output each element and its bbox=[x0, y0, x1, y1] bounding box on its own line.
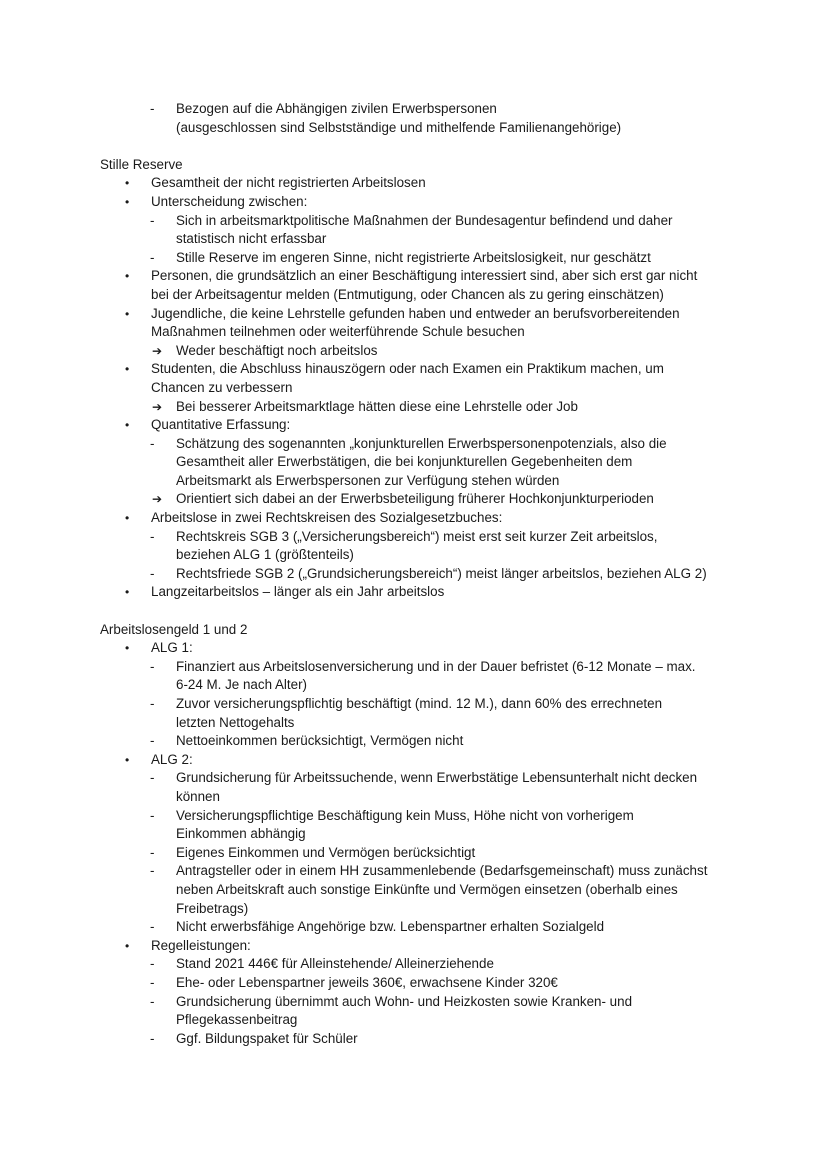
item-text: Eigenes Einkommen und Vermögen berücksichtigt bbox=[176, 844, 476, 860]
item-text: Studenten, die Abschluss hinauszögern oder nach Examen ein Praktikum machen, um bbox=[151, 361, 664, 377]
dash-marker: - bbox=[150, 696, 155, 711]
dash-marker: - bbox=[150, 993, 155, 1009]
dash-marker: - bbox=[150, 101, 155, 116]
item-text: Ggf. Bildungspaket für Schüler bbox=[176, 1030, 358, 1046]
bullet-item bbox=[0, 937, 828, 956]
dash-marker: - bbox=[150, 1030, 155, 1046]
item-text: 6-24 M. Je nach Alter) bbox=[176, 677, 307, 693]
item-text: Bei besserer Arbeitsmarktlage hätten diese eine Lehrstelle oder Job bbox=[176, 398, 578, 414]
sub-item bbox=[0, 1030, 828, 1049]
item-text: Gesamtheit der nicht registrierten Arbeitslosen bbox=[151, 175, 426, 191]
arrow-item bbox=[0, 490, 828, 509]
sub-item-continuation bbox=[0, 825, 828, 844]
arrow-item bbox=[0, 398, 828, 417]
sub-item-continuation bbox=[0, 676, 828, 695]
sub-item-continuation bbox=[0, 472, 828, 491]
item-text: Unterscheidung zwischen: bbox=[151, 193, 308, 209]
item-text: Jugendliche, die keine Lehrstelle gefunden haben und entweder an berufsvorbereitenden bbox=[151, 305, 680, 321]
sub-item bbox=[0, 732, 828, 751]
sub-item-continuation bbox=[0, 546, 828, 565]
arrow-icon: ➔ bbox=[152, 343, 163, 358]
bullet-item-continuation bbox=[0, 323, 828, 342]
item-text: Nettoeinkommen berücksichtigt, Vermögen nicht bbox=[176, 733, 464, 749]
item-text: Quantitative Erfassung: bbox=[151, 417, 291, 433]
dash-marker: - bbox=[150, 528, 155, 544]
sub-item-continuation bbox=[0, 230, 828, 249]
sub-item bbox=[0, 769, 828, 788]
sub-item bbox=[0, 435, 828, 454]
sub-item-continuation bbox=[0, 453, 828, 472]
dash-marker: - bbox=[150, 844, 155, 860]
sub-item bbox=[0, 862, 828, 881]
document-page bbox=[0, 100, 828, 1048]
sub-item bbox=[0, 844, 828, 863]
dash-marker: - bbox=[150, 565, 155, 581]
bullet-item bbox=[0, 751, 828, 770]
sub-item-continuation bbox=[0, 1011, 828, 1030]
bullet-item bbox=[0, 193, 828, 212]
bullet-item bbox=[0, 416, 828, 435]
bullet-marker: • bbox=[125, 269, 130, 284]
arrow-icon: ➔ bbox=[152, 399, 163, 414]
item-text: Rechtsfriede SGB 2 („Grundsicherungsbereich“) meist länger arbeitslos, beziehen ALG 2) bbox=[176, 565, 707, 581]
section-heading-arbeitslosengeld: Arbeitslosengeld 1 und 2 bbox=[100, 621, 248, 637]
item-text: Langzeitarbeitslos – länger als ein Jahr arbeitslos bbox=[151, 584, 445, 600]
item-text: Grundsicherung für Arbeitssuchende, wenn Erwerbstätige Lebensunterhalt nicht decken bbox=[176, 770, 698, 786]
item-text: Maßnahmen teilnehmen oder weiterführende Schule besuchen bbox=[151, 324, 525, 340]
bullet-marker: • bbox=[125, 418, 130, 433]
sub-item bbox=[0, 807, 828, 826]
dash-marker: - bbox=[150, 435, 155, 451]
item-text: Chancen zu verbessern bbox=[151, 379, 293, 395]
bullet-marker: • bbox=[125, 306, 130, 321]
item-text: Rechtskreis SGB 3 („Versicherungsbereich“) meist erst seit kurzer Zeit arbeitslos, bbox=[176, 528, 658, 544]
bullet-item bbox=[0, 305, 828, 324]
dash-marker: - bbox=[150, 658, 155, 674]
item-text: Zuvor versicherungspflichtig beschäftigt (mind. 12 M.), dann 60% des errechneten bbox=[176, 696, 663, 711]
sub-item bbox=[0, 974, 828, 993]
item-text: neben Arbeitskraft auch sonstige Einkünfte und Vermögen einsetzen (oberhalb eines bbox=[176, 881, 678, 897]
item-text: Bezogen auf die Abhängigen zivilen Erwerbspersonen bbox=[176, 101, 497, 116]
dash-marker: - bbox=[150, 733, 155, 749]
sub-item bbox=[0, 918, 828, 937]
item-text: Pflegekassenbeitrag bbox=[176, 1012, 298, 1028]
item-text: statistisch nicht erfassbar bbox=[176, 231, 327, 247]
list-item-continuation bbox=[0, 119, 828, 138]
sub-item-continuation bbox=[0, 900, 828, 919]
item-text: beziehen ALG 1 (größtenteils) bbox=[176, 547, 354, 563]
sub-item bbox=[0, 212, 828, 231]
sub-item bbox=[0, 528, 828, 547]
item-text: Ehe- oder Lebenspartner jeweils 360€, erwachsene Kinder 320€ bbox=[176, 974, 558, 990]
item-text: Orientiert sich dabei an der Erwerbsbeteiligung früherer Hochkonjunkturperioden bbox=[176, 491, 654, 507]
dash-marker: - bbox=[150, 974, 155, 990]
sub-item-continuation bbox=[0, 788, 828, 807]
list-item bbox=[0, 100, 828, 119]
dash-marker: - bbox=[150, 863, 155, 879]
item-text: letzten Nettogehalts bbox=[176, 714, 295, 730]
sub-item bbox=[0, 565, 828, 584]
item-text: Einkommen abhängig bbox=[176, 826, 306, 842]
bullet-item bbox=[0, 174, 828, 193]
item-text: Freibetrags) bbox=[176, 900, 249, 916]
sub-item bbox=[0, 249, 828, 268]
item-text: bei der Arbeitsagentur melden (Entmutigung, oder Chancen als zu gering einschätzen) bbox=[151, 286, 664, 302]
item-text: Finanziert aus Arbeitslosenversicherung und in der Dauer befristet (6-12 Monate – max. bbox=[176, 658, 696, 674]
bullet-item-continuation bbox=[0, 379, 828, 398]
sub-item bbox=[0, 695, 828, 714]
item-text: Stand 2021 446€ für Alleinstehende/ Alleinerziehende bbox=[176, 956, 494, 972]
bullet-item bbox=[0, 509, 828, 528]
dash-marker: - bbox=[150, 956, 155, 972]
item-text: Grundsicherung übernimmt auch Wohn- und Heizkosten sowie Kranken- und bbox=[176, 993, 633, 1009]
bullet-item bbox=[0, 267, 828, 286]
sub-item-continuation bbox=[0, 714, 828, 733]
item-text: Sich in arbeitsmarktpolitische Maßnahmen der Bundesagentur befindend und daher bbox=[176, 212, 673, 228]
arrow-item bbox=[0, 342, 828, 361]
sub-item bbox=[0, 658, 828, 677]
bullet-item bbox=[0, 639, 828, 658]
bullet-marker: • bbox=[125, 511, 130, 526]
sub-item bbox=[0, 955, 828, 974]
item-text: Nicht erwerbsfähige Angehörige bzw. Lebenspartner erhalten Sozialgeld bbox=[176, 919, 605, 935]
item-text: ALG 2: bbox=[151, 751, 193, 767]
item-text: Personen, die grundsätzlich an einer Beschäftigung interessiert sind, aber sich erst gar nicht bbox=[151, 268, 698, 284]
arrow-icon: ➔ bbox=[152, 492, 163, 507]
bullet-marker: • bbox=[125, 938, 130, 953]
sub-item-continuation bbox=[0, 881, 828, 900]
dash-marker: - bbox=[150, 919, 155, 935]
item-text: Versicherungspflichtige Beschäftigung kein Muss, Höhe nicht von vorherigem bbox=[176, 807, 634, 823]
item-text: Arbeitslose in zwei Rechtskreisen des Sozialgesetzbuches: bbox=[151, 510, 503, 526]
item-text: können bbox=[176, 788, 220, 804]
bullet-marker: • bbox=[125, 641, 130, 656]
bullet-marker: • bbox=[125, 752, 130, 767]
spacer bbox=[0, 602, 828, 621]
item-text: ALG 1: bbox=[151, 640, 193, 656]
section-heading-stille-reserve: Stille Reserve bbox=[100, 156, 183, 172]
bullet-marker: • bbox=[125, 585, 130, 600]
dash-marker: - bbox=[150, 807, 155, 823]
dash-marker: - bbox=[150, 212, 155, 228]
dash-marker: - bbox=[150, 770, 155, 786]
sub-item bbox=[0, 993, 828, 1012]
bullet-marker: • bbox=[125, 194, 130, 209]
item-text: Arbeitsmarkt als Erwerbspersonen zur Verfügung stehen würden bbox=[176, 472, 560, 488]
dash-marker: - bbox=[150, 249, 155, 265]
bullet-item-continuation bbox=[0, 286, 828, 305]
bullet-marker: • bbox=[125, 176, 130, 191]
item-text: Schätzung des sogenannten „konjunkturellen Erwerbspersonenpotenzials, also die bbox=[176, 435, 667, 451]
item-text: Gesamtheit aller Erwerbstätigen, die bei konjunkturellen Gegebenheiten dem bbox=[176, 454, 633, 470]
item-text: Regelleistungen: bbox=[151, 937, 251, 953]
bullet-marker: • bbox=[125, 362, 130, 377]
item-text: Stille Reserve im engeren Sinne, nicht registrierte Arbeitslosigkeit, nur geschätzt bbox=[176, 249, 651, 265]
spacer bbox=[0, 137, 828, 156]
bullet-item bbox=[0, 360, 828, 379]
item-text: Weder beschäftigt noch arbeitslos bbox=[176, 342, 378, 358]
bullet-item bbox=[0, 583, 828, 602]
item-text: Antragsteller oder in einem HH zusammenlebende (Bedarfsgemeinschaft) muss zunächst bbox=[176, 863, 708, 879]
item-text: (ausgeschlossen sind Selbstständige und mithelfende Familienangehörige) bbox=[176, 119, 622, 135]
